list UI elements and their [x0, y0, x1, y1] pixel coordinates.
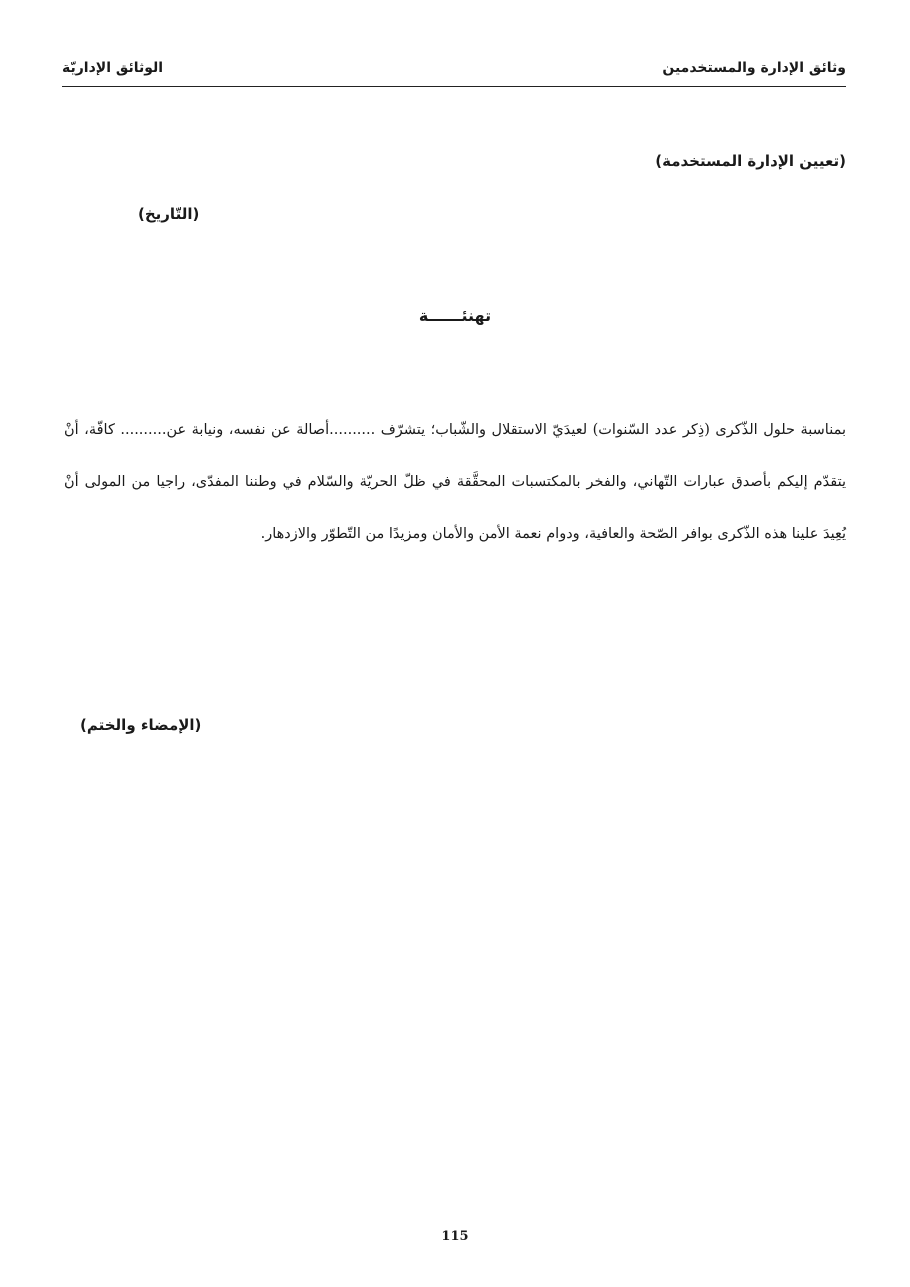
page-header: [62, 58, 846, 87]
appointing-party: (تعيين الإدارة المستخدمة): [655, 152, 846, 170]
header-section-title: الوثائق الإداريّة: [62, 60, 164, 76]
date-placeholder: (التّاريخ): [138, 205, 200, 223]
body-paragraph: بمناسبة حلول الذّكرى (ذِكر عدد السّنوات) لعيدَيّ الاستقلال والشّباب؛ يتشرّف ..........أصالة عن نفسه، ونيابة عن.......... كافّة، أنْ يتقدّم إليكم بأصدق عبارات التّهاني، والفخر بالمكتسبات المحقَّقة في ظلّ الحريّة والسّلام في وطننا المفدّى، راجيا من المولى أنْ يُعِيدَ علينا هذه الذّكرى بوافر الصّحة والعافية، ودوام نعمة الأمن والأمان ومزيدًا من التّطوّر والازدهار.: [64, 422, 846, 542]
header-book-title: وثائق الإدارة والمستخدمين: [662, 60, 846, 76]
page-number: 115: [441, 1229, 469, 1244]
signature-placeholder: (الإمضاء والختم): [80, 716, 202, 734]
document-heading: تهنئــــــة: [418, 306, 492, 325]
